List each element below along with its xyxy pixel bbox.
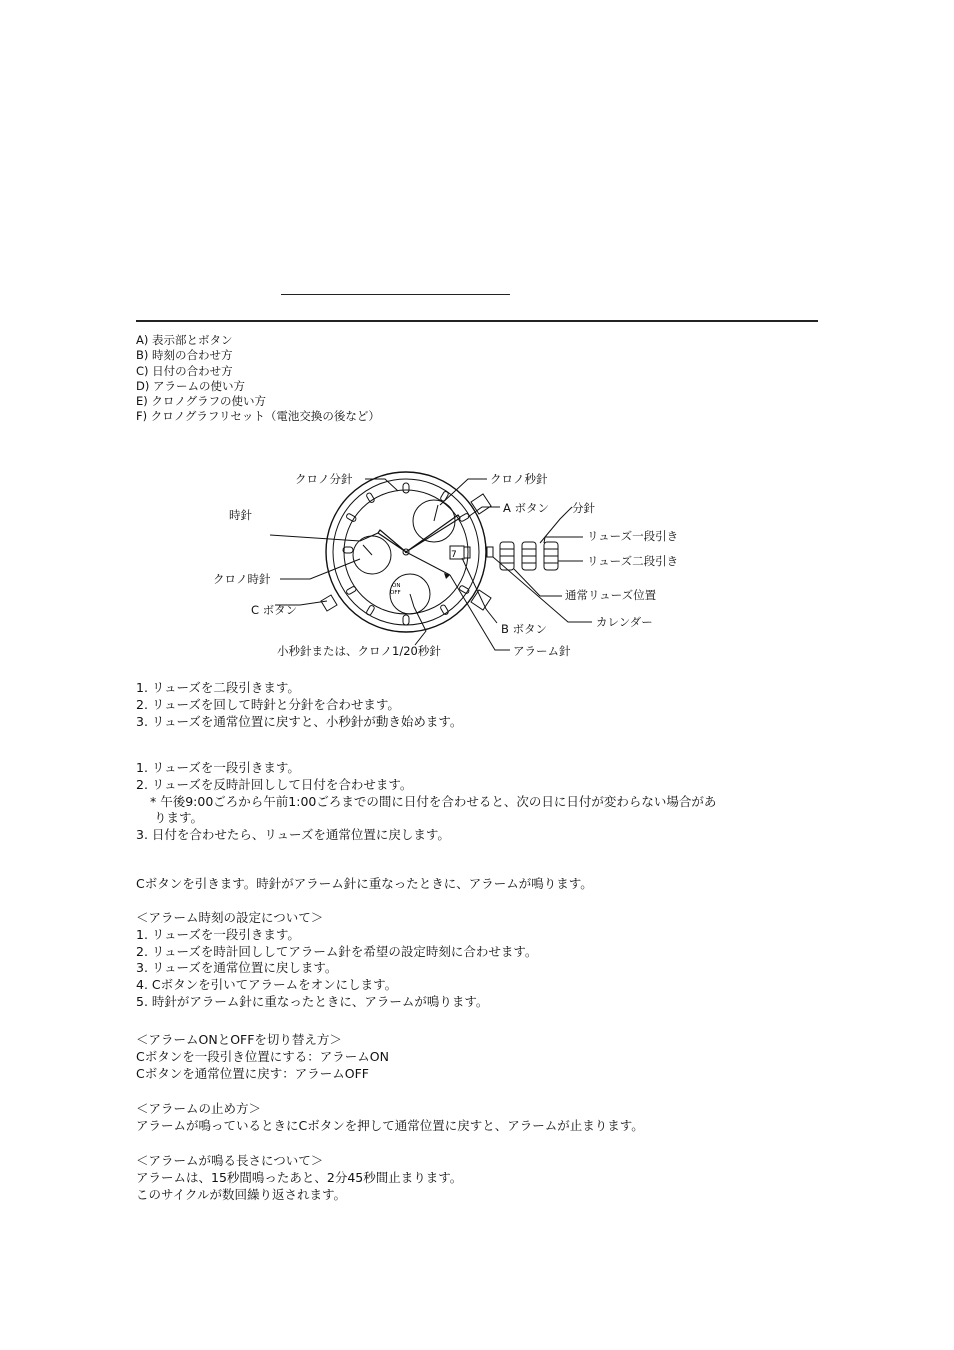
alarm-off-mark: OFF [390, 590, 401, 596]
label-crown-pos1: リューズ一段引き [587, 529, 679, 543]
subheading: ＜アラームの止め方＞ [136, 1101, 262, 1116]
step: 4. Cボタンを引いてアラームをオンにします。 [136, 977, 398, 993]
line: Cボタンを一段引き位置にする：アラームON [136, 1048, 389, 1064]
date-setting-section [136, 760, 716, 844]
label-crown-pos2: リューズ二段引き [587, 554, 679, 568]
label-normal-crown: 通常リューズ位置 [565, 588, 657, 602]
line: Cボタンを通常位置に戻す：アラームOFF [136, 1065, 369, 1081]
toc-item: B) 時刻の合わせ方 [136, 348, 233, 363]
label-chrono-second: クロノ秒針 [490, 472, 548, 486]
toc-item: C) 日付の合わせ方 [136, 363, 233, 378]
alarm-stop-section [136, 1101, 644, 1135]
step: 1. リューズを二段引きます。 [136, 680, 300, 695]
alarm-intro-text: Cボタンを引きます。時針がアラーム針に重なったときに、アラームが鳴ります。 [136, 876, 593, 891]
table-of-contents [136, 333, 380, 425]
alarm-intro [136, 876, 593, 893]
step: 1. リューズを一段引きます。 [136, 760, 300, 775]
step: 5. 時針がアラーム針に重なったときに、アラームが鳴ります。 [136, 993, 489, 1009]
step: 2. リューズを時計回ししてアラーム針を希望の設定時刻に合わせます。 [136, 943, 538, 959]
line: アラームが鳴っているときにCボタンを押して通常位置に戻すと、アラームが止まります。 [136, 1117, 644, 1133]
step: 2. リューズを回して時針と分針を合わせます。 [136, 696, 400, 712]
label-a-button: A ボタン [503, 501, 550, 515]
toc-item: A) 表示部とボタン [136, 333, 233, 347]
toc-item: F) クロノグラフリセット（電池交換の後など） [136, 409, 380, 424]
subheading: ＜アラームが鳴る長さについて＞ [136, 1153, 324, 1168]
label-b-button: B ボタン [501, 622, 548, 636]
label-calendar: カレンダー [596, 615, 653, 629]
toc-item: D) アラームの使い方 [136, 378, 245, 393]
step: 3. リューズを通常位置に戻します。 [136, 960, 338, 976]
watch-diagram [200, 455, 760, 670]
subheading: ＜アラーム時刻の設定について＞ [136, 910, 324, 925]
heading-rule-long [136, 320, 818, 322]
step: 3. リューズを通常位置に戻すと、小秒針が動き始めます。 [136, 713, 463, 729]
step: 2. リューズを反時計回しして日付を合わせます。 [136, 776, 413, 792]
heading-rule-short [281, 294, 510, 295]
label-chrono-minute: クロノ分針 [295, 472, 353, 486]
alarm-switch-section [136, 1032, 389, 1082]
label-minute-hand: 分針 [572, 501, 595, 515]
date-digit: 7 [451, 550, 457, 560]
label-chrono-hour: クロノ時針 [213, 572, 271, 586]
step: 1. リューズを一段引きます。 [136, 926, 300, 942]
label-small-second: 小秒針または、クロノ1/20秒針 [277, 644, 441, 658]
note: * 午後9:00ごろから午前1:00ごろまでの間に日付を合わせると、次の日に日付が変わらない場合があ [150, 793, 717, 809]
label-c-button: C ボタン [251, 603, 298, 617]
label-alarm-hand: アラーム針 [513, 644, 571, 658]
step: 3. 日付を合わせたら、リューズを通常位置に戻します。 [136, 827, 450, 843]
toc-item: E) クロノグラフの使い方 [136, 394, 267, 409]
alarm-length-section [136, 1153, 462, 1203]
line: このサイクルが数回繰り返されます。 [136, 1186, 347, 1202]
label-hour-hand: 時針 [229, 508, 252, 522]
time-setting-section [136, 680, 462, 730]
line: アラームは、15秒間鳴ったあと、2分45秒間止まります。 [136, 1169, 463, 1185]
alarm-on-mark: ON [392, 583, 401, 589]
alarm-setting-section [136, 910, 537, 1011]
note-continued: ります。 [154, 810, 204, 826]
subheading: ＜アラームONとOFFを切り替え方＞ [136, 1032, 342, 1047]
